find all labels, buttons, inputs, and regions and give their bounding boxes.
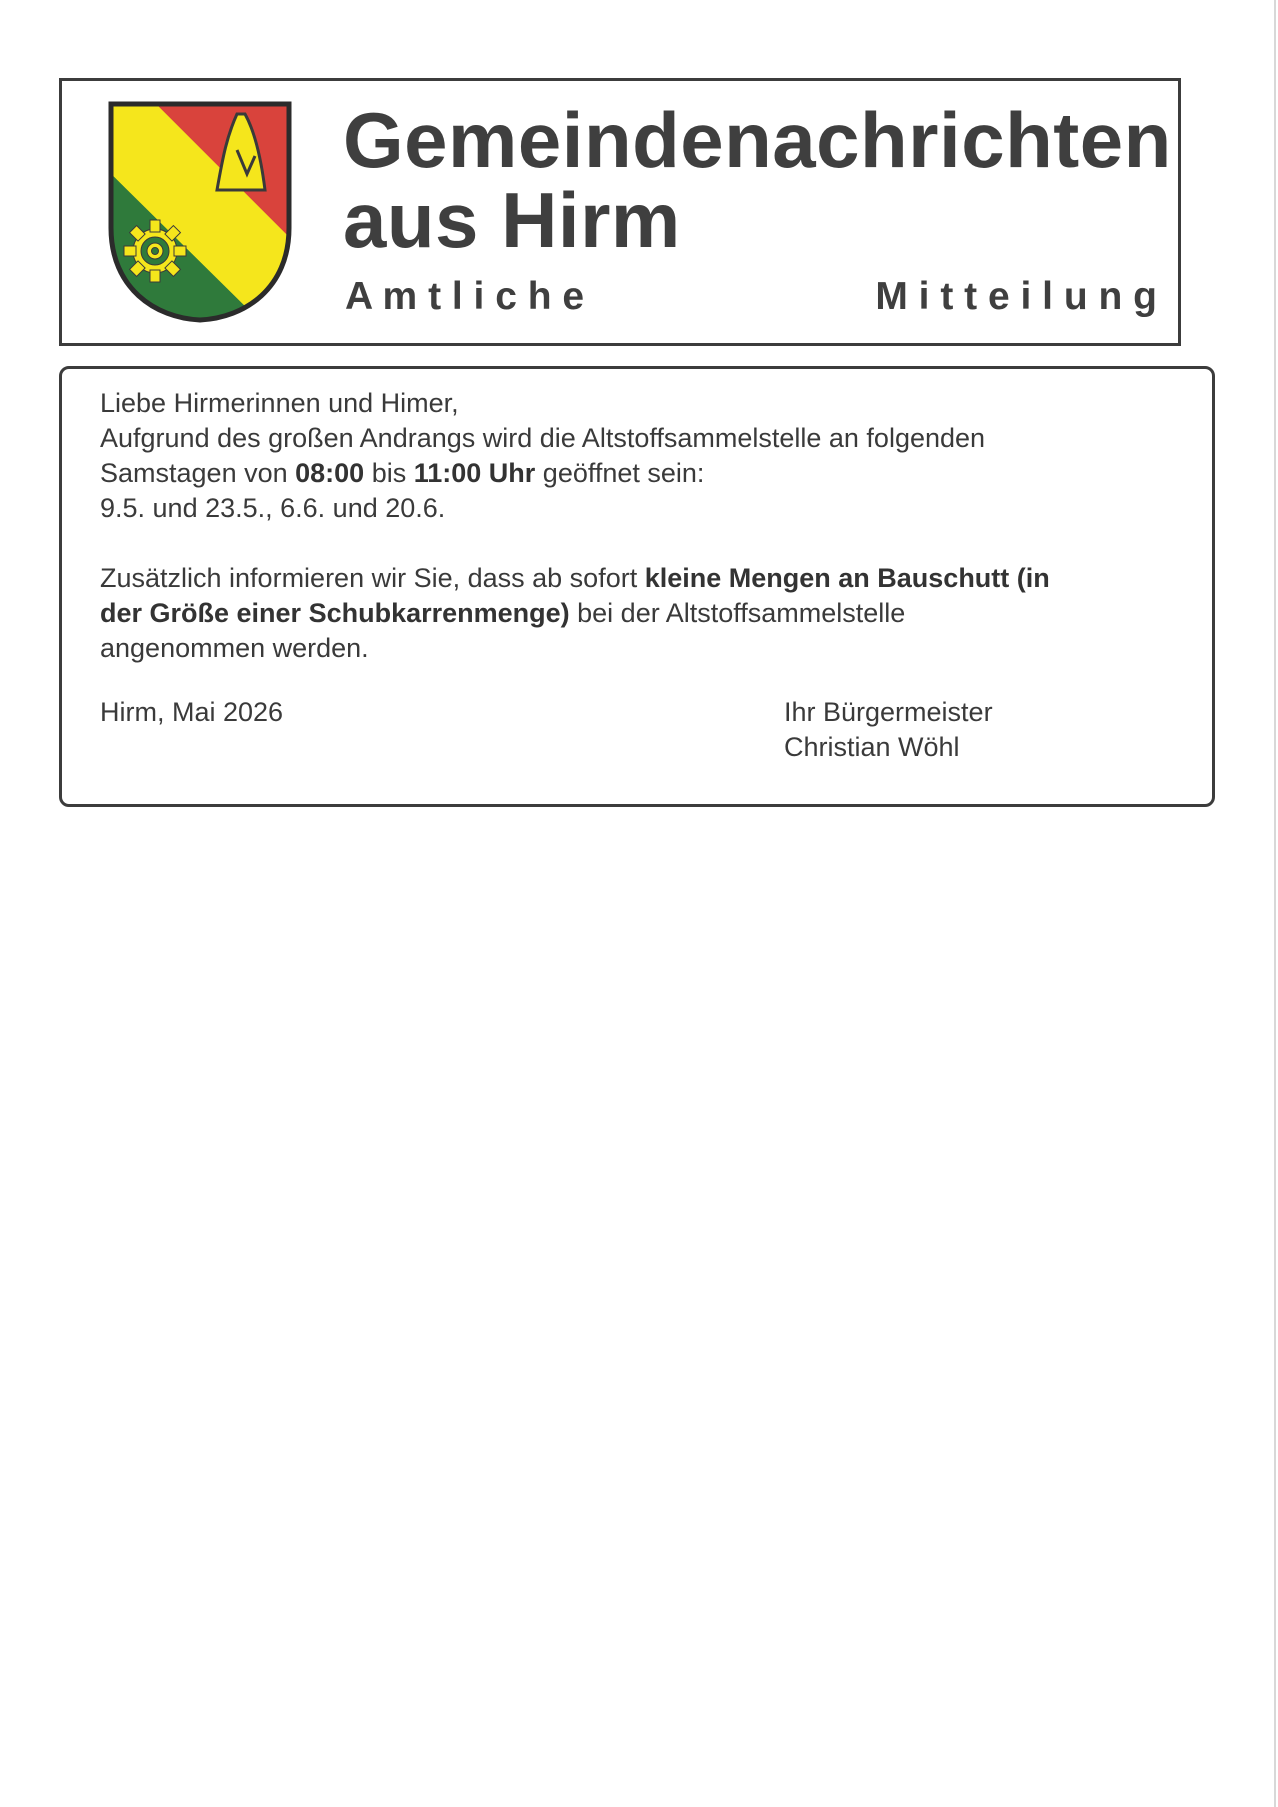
signature-name: Christian Wöhl xyxy=(784,732,960,762)
paragraph-line: bis xyxy=(364,458,414,488)
subtitle xyxy=(345,275,1157,319)
highlight-text: kleine Mengen an Bauschutt (in xyxy=(644,563,1050,593)
paragraph-line: bei der Altstoffsammelstelle xyxy=(569,598,906,628)
opening-paragraph xyxy=(100,386,985,526)
page-title xyxy=(343,96,1172,264)
subtitle-part-2: M i t t e i l u n g xyxy=(875,275,1157,318)
rubble-paragraph xyxy=(100,561,1050,666)
highlight-text: der Größe einer Schubkarrenmenge) xyxy=(100,598,570,628)
signature-title: Ihr Bürgermeister xyxy=(784,697,993,727)
hirm-coat-of-arms-icon xyxy=(105,98,295,326)
scan-edge xyxy=(1274,0,1276,1807)
paragraph-line: angenommen werden. xyxy=(100,633,369,663)
masthead xyxy=(59,78,1181,346)
greeting: Liebe Hirmerinnen und Himer, xyxy=(100,388,459,418)
announcement-box xyxy=(59,366,1215,807)
opening-time: 08:00 xyxy=(295,458,365,488)
title-line-1: Gemeindenachrichten xyxy=(343,96,1172,184)
collection-dates: 9.5. und 23.5., 6.6. und 20.6. xyxy=(100,493,446,523)
subtitle-part-1: A m t l i c h e xyxy=(345,275,585,318)
paragraph-line: Zusätzlich informieren wir Sie, dass ab sofort xyxy=(100,563,645,593)
title-line-2: aus Hirm xyxy=(343,176,681,264)
signature-block xyxy=(784,695,993,765)
closing-time: 11:00 Uhr xyxy=(413,458,536,488)
paragraph-line: geöffnet sein: xyxy=(535,458,705,488)
place-date: Hirm, Mai 2026 xyxy=(100,697,284,727)
paragraph-line: Samstagen von xyxy=(100,458,296,488)
paragraph-line: Aufgrund des großen Andrangs wird die Altstoffsammelstelle an folgenden xyxy=(100,423,986,453)
